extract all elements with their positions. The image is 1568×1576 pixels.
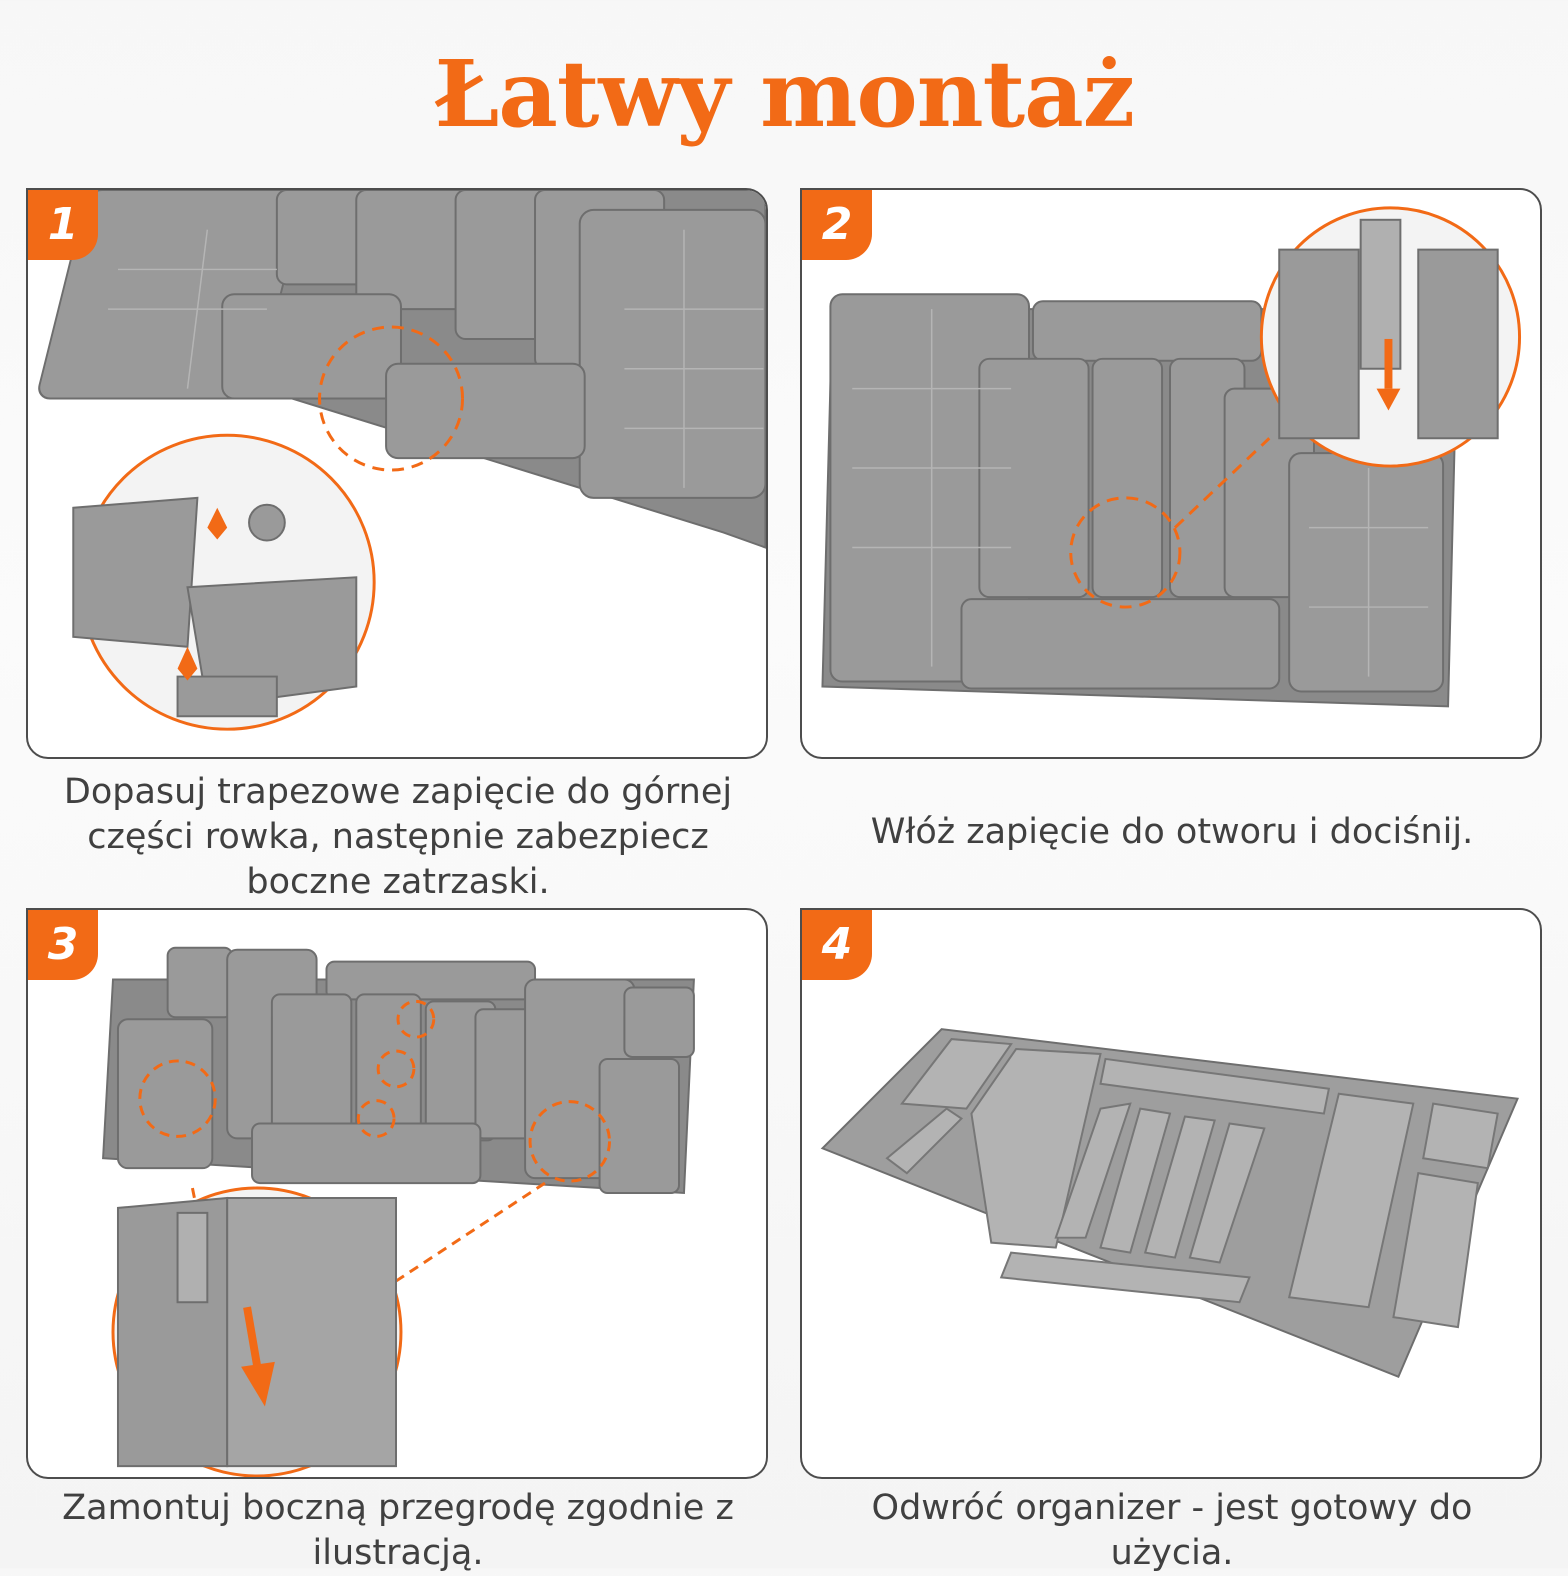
step-2-illustration [802,190,1540,757]
step-1-panel [26,188,768,759]
step-4-caption: Odwróć organizer - jest gotowy do użycia. [871,1488,1473,1573]
step-4-panel [800,908,1542,1479]
step-3-panel [26,908,768,1479]
step-3-illustration [28,910,766,1477]
step-1-caption: Dopasuj trapezowe zapięcie do górnej części rowka, następnie zabezpiecz boczne zatrzaski. [63,772,733,902]
step-3-badge: 3 [28,910,98,980]
step-2-panel [800,188,1542,759]
page-title: Łatwy montaż [433,40,1135,148]
step-1-illustration [28,190,766,757]
step-2-caption: Włóż zapięcie do otworu i dociśnij. [870,812,1474,852]
step-2-badge: 2 [802,190,872,260]
step-4-badge: 4 [802,910,872,980]
step-1-badge: 1 [28,190,98,260]
step-3-caption: Zamontuj boczną przegrodę zgodnie z ilustracją. [62,1488,734,1573]
step-4-illustration [802,910,1540,1477]
